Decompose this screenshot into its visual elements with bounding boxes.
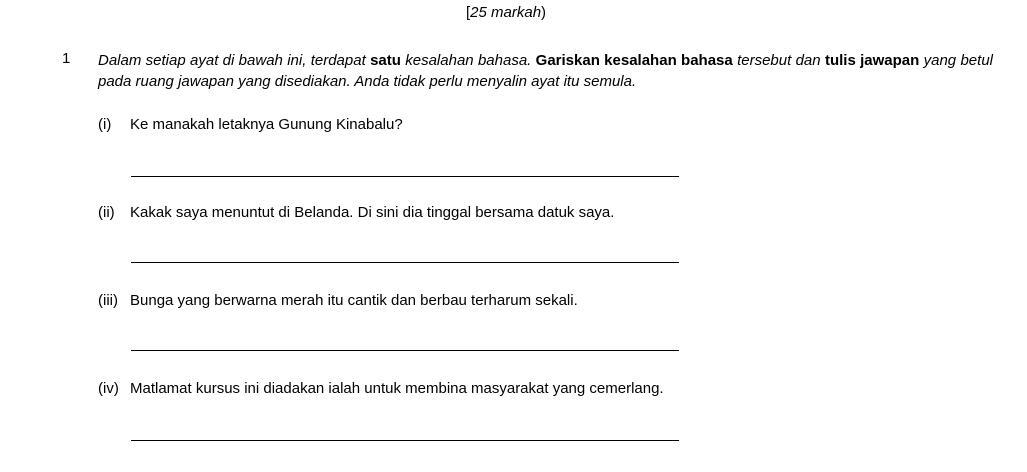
answer-line-iii[interactable] xyxy=(131,350,679,351)
item-sentence: Bunga yang berwarna merah itu cantik dan berbau terharum sekali. xyxy=(130,292,578,309)
item-label: (iv) xyxy=(98,380,119,397)
instruction-part-4: Gariskan kesalahan bahasa xyxy=(535,52,733,69)
item-sentence: Kakak saya menuntut di Belanda. Di sini dia tinggal bersama datuk saya. xyxy=(130,204,615,221)
answer-line-iv[interactable] xyxy=(131,440,679,441)
item-sentence: Ke manakah letaknya Gunung Kinabalu? xyxy=(130,116,403,133)
marks-bracket-open: [ xyxy=(466,4,471,21)
total-marks xyxy=(466,4,546,21)
instruction-part-5: tersebut dan xyxy=(732,52,825,69)
instruction-part-3: kesalahan bahasa. xyxy=(400,52,536,69)
item-sentence: Matlamat kursus ini diadakan ialah untuk membina masyarakat yang cemerlang. xyxy=(130,380,664,397)
question-number: 1 xyxy=(62,50,71,67)
sentence-item-i xyxy=(98,116,403,133)
answer-line-ii[interactable] xyxy=(131,262,679,263)
instruction-part-2: satu xyxy=(370,52,401,69)
instruction-part-7: yang betul pada ruang jawapan yang disediakan. Anda tidak perlu menyalin ayat itu semula. xyxy=(98,52,993,90)
question-instruction xyxy=(98,50,993,92)
marks-text: 25 markah xyxy=(470,4,542,21)
instruction-part-6: tulis jawapan xyxy=(824,52,920,69)
sentence-item-iii xyxy=(98,292,578,309)
instruction-part-1: Dalam setiap ayat di bawah ini, terdapat xyxy=(98,52,371,69)
item-label: (i) xyxy=(98,116,112,133)
item-label: (ii) xyxy=(98,204,115,221)
answer-line-i[interactable] xyxy=(131,176,679,177)
sentence-item-iv xyxy=(98,380,664,397)
item-label: (iii) xyxy=(98,292,118,309)
sentence-item-ii xyxy=(98,204,614,221)
marks-bracket-close: ) xyxy=(541,4,547,21)
